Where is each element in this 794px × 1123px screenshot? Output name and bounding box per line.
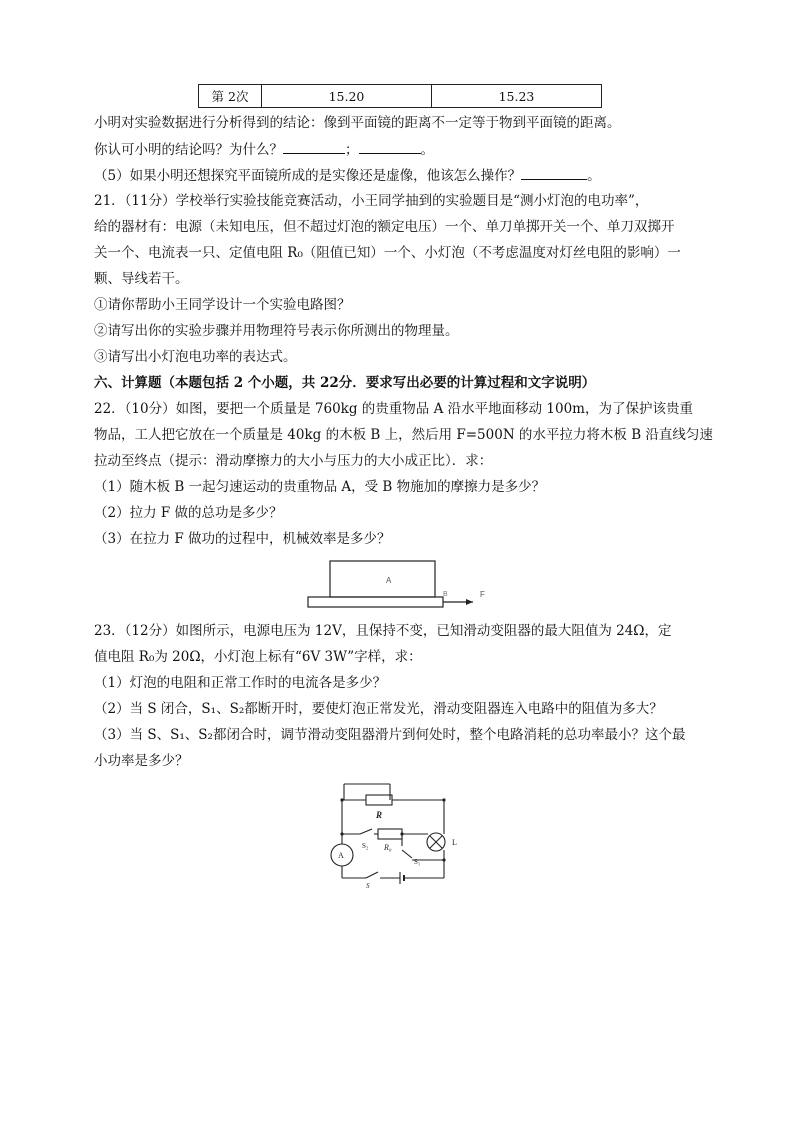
label-a: A	[386, 576, 392, 585]
switch-s1	[402, 850, 412, 858]
label-r0: R₀	[384, 843, 392, 852]
junction-dots	[340, 798, 445, 861]
q20-question-a	[94, 140, 434, 159]
table-cell-value-2: 15.23	[432, 85, 602, 108]
q23-sub-2: （2）当 S 闭合，S₁、S₂都断开时，要使灯泡正常发光，滑动变阻器连入电路中的阻值为多大？	[94, 701, 663, 717]
experiment-data-table	[198, 84, 602, 108]
table-cell-label: 第 2次	[199, 85, 262, 108]
q22-sub-3: （3）在拉力 F 做功的过程中，机械效率是多少？	[94, 531, 391, 547]
table-row	[199, 85, 602, 108]
q21-line-3: 关一个、电流表一只、定值电阻 R₀（阻值已知）一个、小灯泡（不考虑温度对灯丝电阻的影响）一	[94, 245, 681, 261]
answer-blank[interactable]	[521, 166, 587, 180]
label-b: B	[443, 591, 448, 598]
resistor-r0	[378, 829, 402, 839]
switch-s2	[360, 829, 372, 834]
label-r: R	[376, 810, 383, 820]
label-f: F	[480, 590, 485, 599]
q22-line-3: 拉动至终点（提示：滑动摩擦力的大小与压力的大小成正比）．求：	[94, 453, 493, 469]
object-a-box	[330, 561, 435, 597]
q21-line-1: 21．（11分）学校举行实验技能竞赛活动，小王同学抽到的实验题目是“测小灯泡的电功率”，	[94, 193, 649, 209]
label-l: L	[452, 838, 457, 847]
junction-dot	[442, 798, 445, 801]
q23-sub-3b: 小功率是多少？	[94, 753, 189, 769]
board-b	[308, 597, 443, 607]
q20-end-5: 。	[587, 168, 601, 184]
q21-line-2: 给的器材有：电源（未知电压，但不超过灯泡的额定电压）一个、单刀单掷开关一个、单刀双掷开	[94, 219, 675, 235]
q20-question-5	[94, 166, 601, 185]
switch-s	[366, 872, 378, 878]
q22-sub-1: （1）随木板 B 一起匀速运动的贵重物品 A，受 B 物施加的摩擦力是多少？	[94, 479, 546, 495]
q22-sub-2: （2）拉力 F 做的总功是多少？	[94, 505, 283, 521]
label-s1: S₁	[414, 858, 421, 866]
q23-sub-3a: （3）当 S、S₁、S₂都闭合时，调节滑动变阻器滑片到何处时，整个电路消耗的总功率最小？这个最	[94, 727, 686, 743]
table-cell-value-1: 15.20	[262, 85, 432, 108]
rheostat-r	[366, 795, 392, 805]
q20-question-5-text: （5）如果小明还想探究平面镜所成的是实像还是虚像，他该怎么操作？	[94, 168, 522, 184]
label-s: S	[366, 882, 370, 890]
circuit-diagram	[320, 778, 470, 890]
force-arrow-head	[466, 599, 473, 605]
label-s2: S₂	[362, 842, 369, 850]
answer-blank[interactable]	[283, 140, 345, 154]
q21-item-3: ③请写出小灯泡电功率的表达式。	[94, 349, 297, 365]
q20-end: 。	[420, 142, 434, 158]
board-pull-figure	[300, 556, 500, 616]
q23-line-1: 23．（12分）如图所示，电源电压为 12V，且保持不变，已知滑动变阻器的最大阻值为 24Ω，定	[94, 623, 672, 639]
junction-dot	[442, 858, 445, 861]
junction-dot	[340, 798, 343, 801]
q23-line-2: 值电阻 R₀为 20Ω，小灯泡上标有“6V 3W”字样，求：	[94, 649, 422, 665]
q21-item-1: ①请你帮助小王同学设计一个实验电路图？	[94, 297, 351, 313]
answer-blank[interactable]	[359, 140, 421, 154]
q21-item-2: ②请写出你的实验步骤并用物理符号表示你所测出的物理量。	[94, 323, 459, 339]
q20-sep: ；	[345, 142, 359, 158]
q21-line-4: 颗、导线若干。	[94, 271, 189, 287]
label-ammeter: A	[338, 851, 344, 860]
q20-question-a-text: 你认可小明的结论吗？为什么？	[94, 142, 283, 158]
q23-sub-1: （1）灯泡的电阻和正常工作时的电流各是多少？	[94, 675, 387, 691]
q20-conclusion: 小明对实验数据进行分析得到的结论：像到平面镜的距离不一定等于物到平面镜的距离。	[94, 115, 621, 131]
junction-dot	[340, 832, 343, 835]
section-6-heading: 六、计算题（本题包括 2 个小题，共 22分．要求写出必要的计算过程和文字说明）	[94, 375, 596, 391]
q22-line-1: 22．（10分）如图，要把一个质量是 760kg 的贵重物品 A 沿水平地面移动 100m，为了保护该贵重	[94, 401, 693, 417]
junction-dot	[400, 832, 403, 835]
q22-line-2: 物品，工人把它放在一个质量是 40kg 的木板 B 上，然后用 F=500N 的水平拉力将木板 B 沿直线匀速	[94, 427, 713, 443]
